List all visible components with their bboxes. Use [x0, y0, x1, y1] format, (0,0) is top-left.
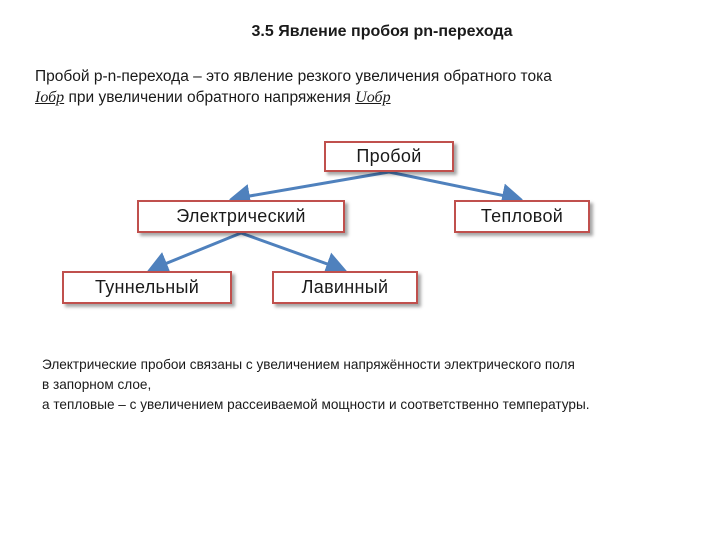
arrow-root-to-electric [232, 172, 389, 199]
definition-part-1: Пробой р-n-перехода – это явление резкого увеличения обратного тока [35, 68, 552, 85]
arrow-electric-to-avalanche [241, 233, 344, 270]
arrow-electric-to-tunnel [150, 233, 241, 270]
node-electric: Электрический [137, 200, 345, 233]
definition-part-2: при увеличении обратного напряжения [64, 89, 356, 106]
node-avalanche: Лавинный [272, 271, 418, 304]
node-breakdown: Пробой [324, 141, 454, 172]
note-line-2: в запорном слое, [42, 377, 152, 392]
node-thermal: Тепловой [454, 200, 590, 233]
arrow-root-to-thermal [389, 172, 520, 199]
slide-title: 3.5 Явление пробоя pn-перехода [251, 23, 513, 40]
reverse-voltage-symbol: Uобр [355, 89, 391, 106]
reverse-current-symbol: Iобр [35, 89, 65, 106]
note-line-1: Электрические пробои связаны с увеличением напряжённости электрического поля [42, 357, 575, 372]
node-tunnel: Туннельный [62, 271, 232, 304]
note-line-3: а тепловые – с увеличением рассеиваемой мощности и соответственно температуры. [42, 397, 590, 412]
explanation-note [42, 355, 712, 415]
